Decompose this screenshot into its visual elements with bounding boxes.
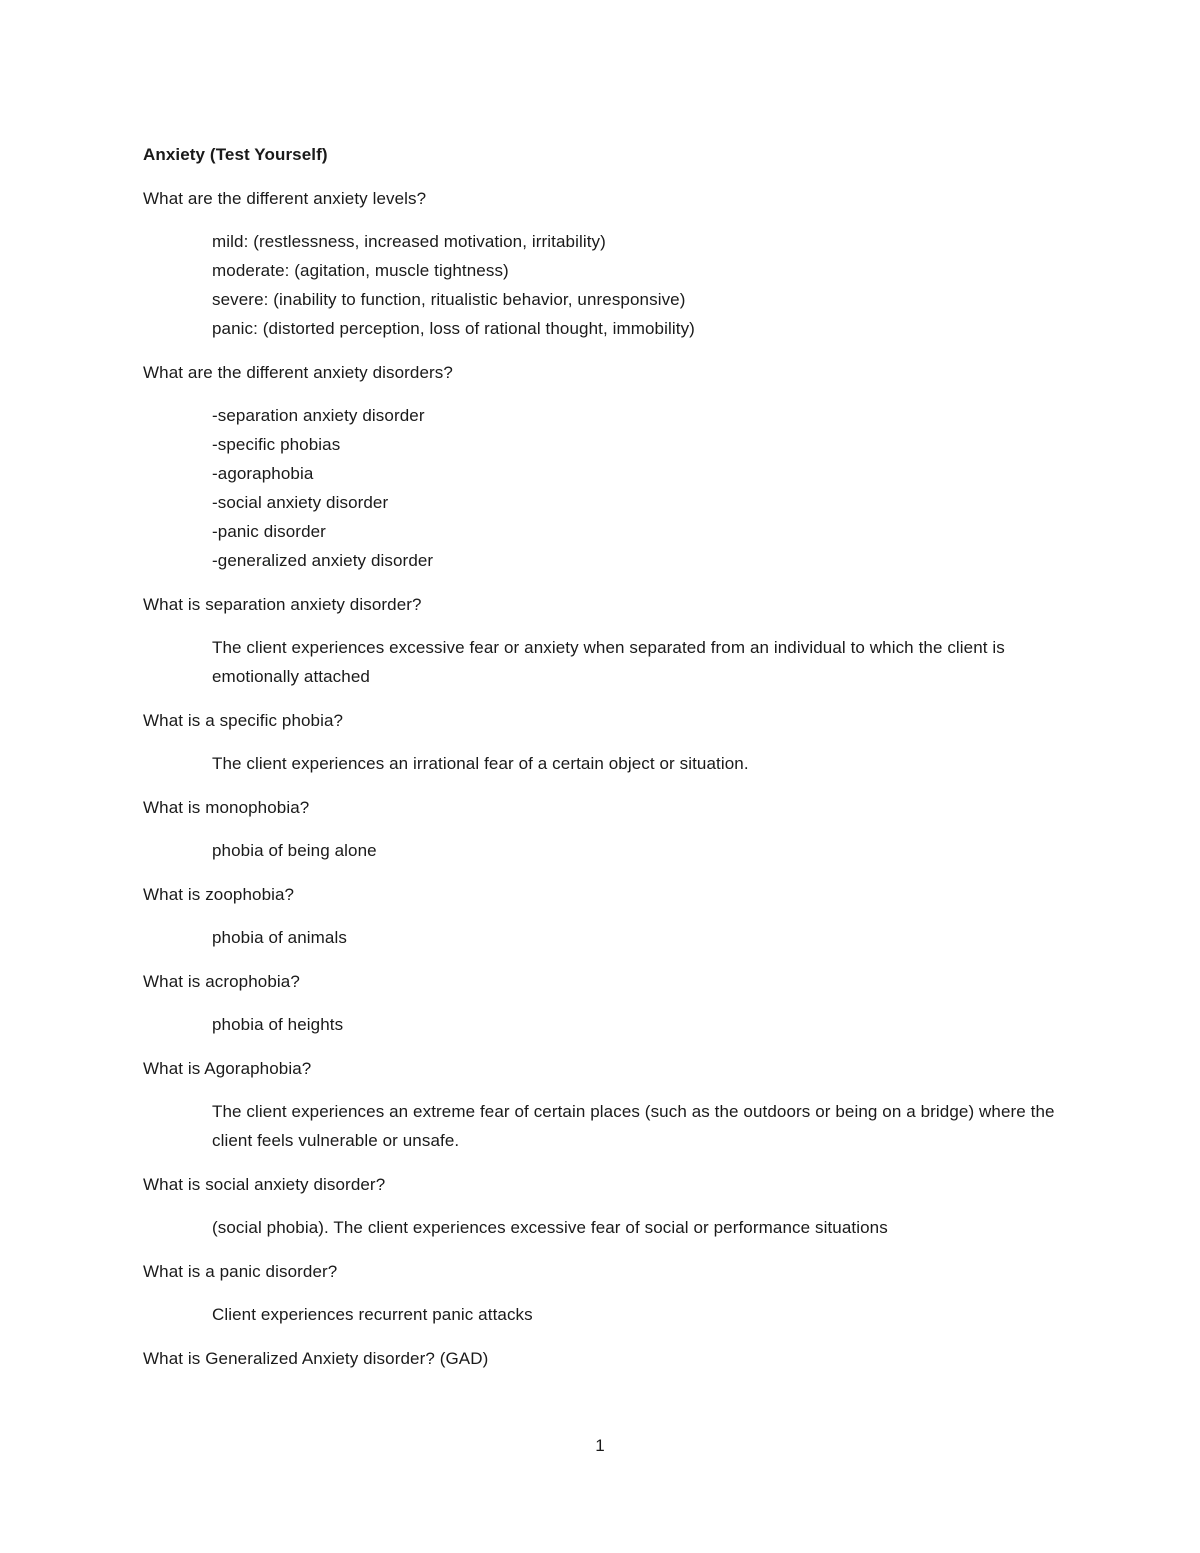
question: What are the different anxiety levels?: [143, 189, 427, 208]
list-item: -social anxiety disorder: [212, 493, 389, 512]
list-item: -specific phobias: [212, 435, 341, 454]
answer: phobia of animals: [212, 928, 347, 947]
question: What is Agoraphobia?: [143, 1059, 312, 1078]
answer: phobia of being alone: [212, 841, 377, 860]
question: What is a specific phobia?: [143, 711, 344, 730]
question: What is acrophobia?: [143, 972, 300, 991]
question: What is monophobia?: [143, 798, 310, 817]
question: What are the different anxiety disorders?: [143, 363, 453, 382]
question: What is zoophobia?: [143, 885, 295, 904]
list-item: -panic disorder: [212, 522, 326, 541]
question: What is Generalized Anxiety disorder? (GAD): [143, 1349, 489, 1368]
answer: (social phobia). The client experiences excessive fear of social or performance situations: [212, 1218, 888, 1237]
answer: Client experiences recurrent panic attacks: [212, 1305, 533, 1324]
list-item: -generalized anxiety disorder: [212, 551, 434, 570]
answer: The client experiences excessive fear or anxiety when separated from an individual to which the client is emotionally attached: [212, 638, 1005, 686]
list-item: panic: (distorted perception, loss of rational thought, immobility): [212, 319, 695, 338]
answer: phobia of heights: [212, 1015, 344, 1034]
question: What is a panic disorder?: [143, 1262, 338, 1281]
anxiety-levels-list: [143, 227, 1073, 343]
list-item: severe: (inability to function, ritualistic behavior, unresponsive): [212, 290, 686, 309]
page-number: 1: [595, 1436, 605, 1455]
list-item: -separation anxiety disorder: [212, 406, 425, 425]
answer: The client experiences an irrational fear of a certain object or situation.: [212, 754, 749, 773]
answer: The client experiences an extreme fear of certain places (such as the outdoors or being on a bridge) where the client feels vulnerable or unsafe.: [212, 1102, 1055, 1150]
list-item: moderate: (agitation, muscle tightness): [212, 261, 509, 280]
question: What is separation anxiety disorder?: [143, 595, 422, 614]
anxiety-disorders-list: [143, 401, 1073, 575]
question: What is social anxiety disorder?: [143, 1175, 386, 1194]
document-title: Anxiety (Test Yourself): [143, 145, 328, 164]
list-item: mild: (restlessness, increased motivation, irritability): [212, 232, 606, 251]
document-body: [143, 140, 1073, 1387]
list-item: -agoraphobia: [212, 464, 314, 483]
